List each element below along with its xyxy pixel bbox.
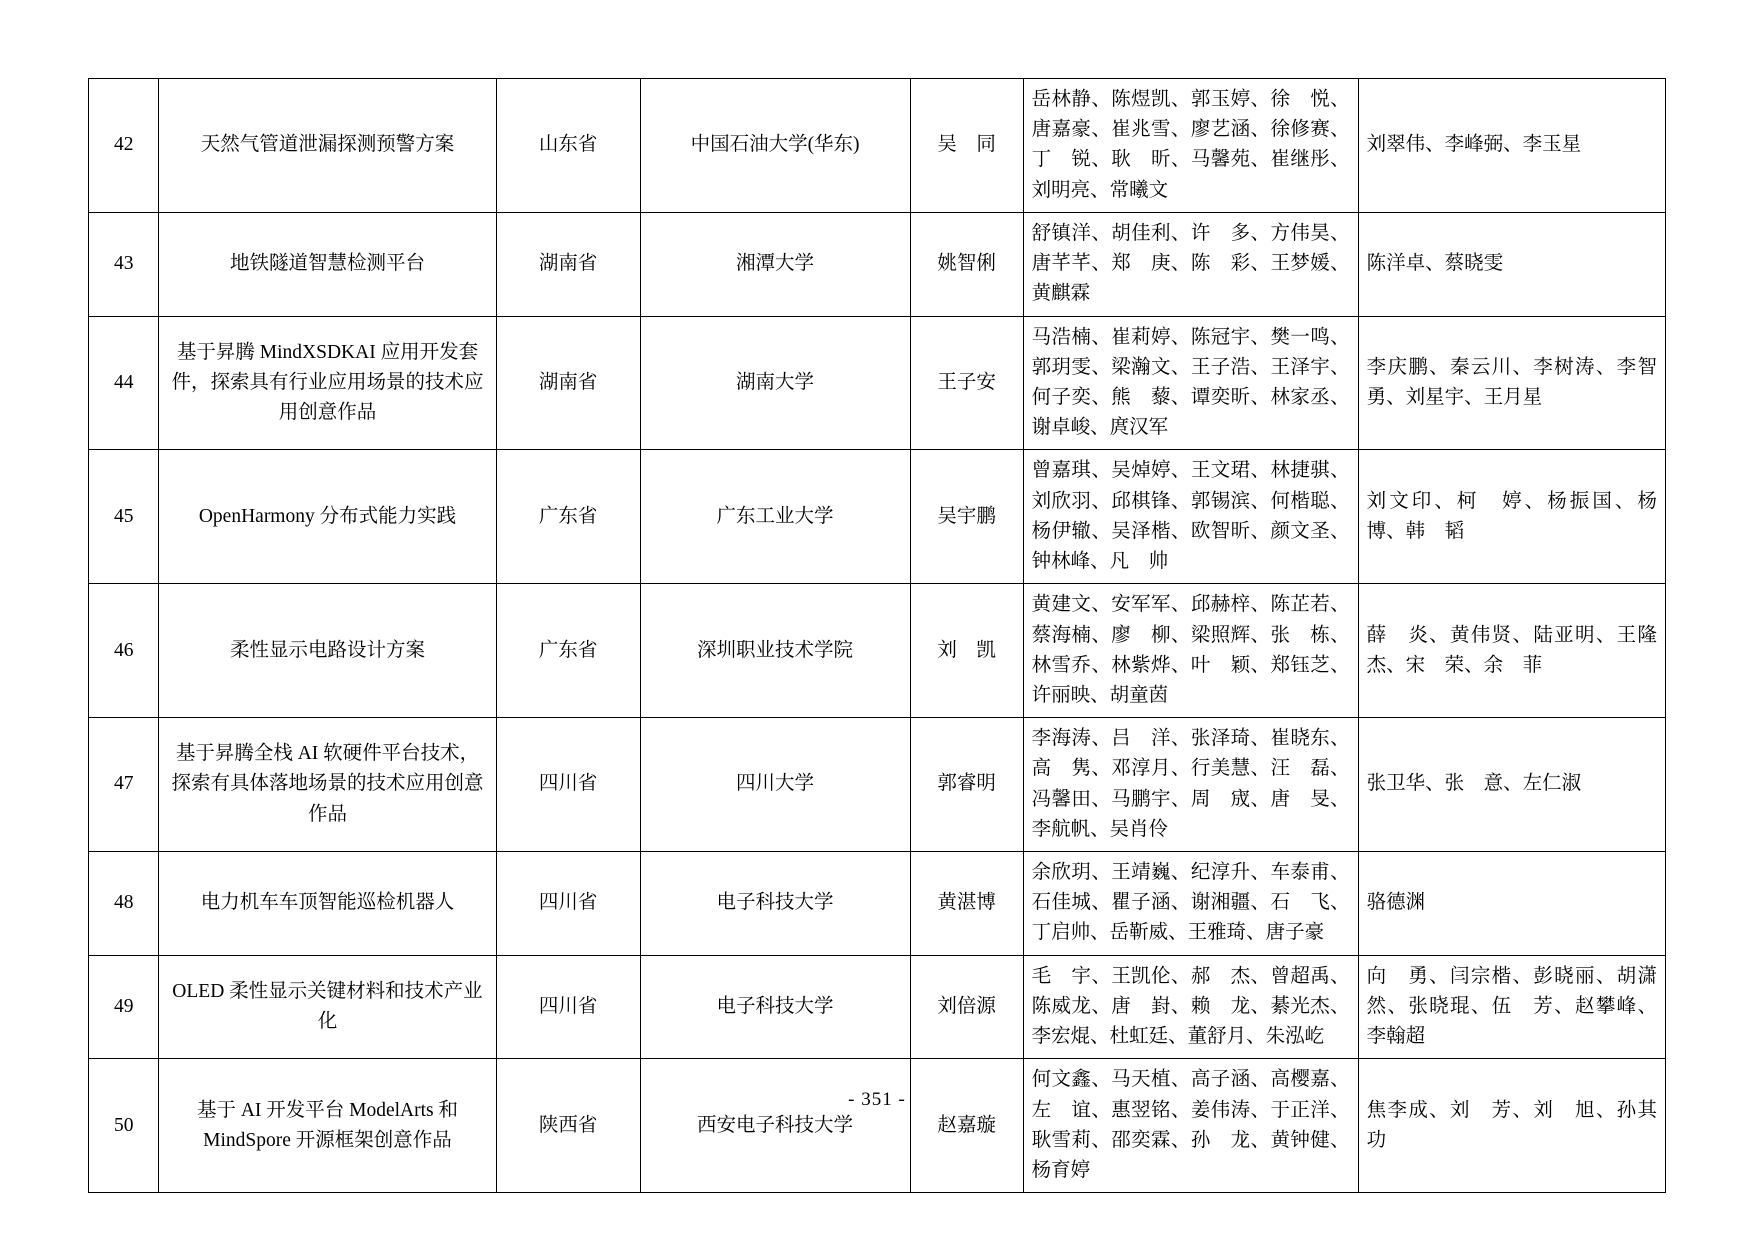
cell-team-leader: 黄湛博	[910, 852, 1023, 956]
table-body	[89, 79, 1677, 1193]
cell-number: 42	[89, 79, 159, 213]
cell-team-members: 岳林静、陈煜凯、郭玉婷、徐 悦、唐嘉豪、崔兆雪、廖艺涵、徐修赛、丁 锐、耿 昕、马馨苑、崔继彤、刘明亮、常曦文	[1023, 79, 1358, 213]
cell-project-title: 天然气管道泄漏探测预警方案	[159, 79, 496, 213]
cell-advisors: 陈洋卓、蔡晓雯	[1358, 212, 1665, 316]
cell-team-leader: 吴宇鹏	[910, 450, 1023, 584]
cell-school: 湘潭大学	[640, 212, 910, 316]
cell-team-leader: 郭睿明	[910, 718, 1023, 852]
table-row	[89, 584, 1666, 718]
cell-project-title: 基于昇腾 MindXSDKAI 应用开发套件，探索具有行业应用场景的技术应用创意作品	[159, 316, 496, 450]
cell-project-title: OLED 柔性显示关键材料和技术产业化	[159, 955, 496, 1059]
table-row	[89, 955, 1666, 1059]
cell-advisors: 焦李成、刘 芳、刘 旭、孙其功	[1358, 1059, 1665, 1193]
table-row	[89, 450, 1666, 584]
cell-team-members: 余欣玥、王靖巍、纪淳升、车泰甫、石佳城、瞿子涵、谢湘疆、石 飞、丁启帅、岳靳威、王雅琦、唐子豪	[1023, 852, 1358, 956]
cell-team-members: 马浩楠、崔莉婷、陈冠宇、樊一鸣、郭玥雯、梁瀚文、王子浩、王泽宇、何子奕、熊 藜、谭奕昕、林家丞、谢卓峻、庹汉军	[1023, 316, 1358, 450]
table-row	[89, 718, 1666, 852]
cell-advisors: 李庆鹏、秦云川、李树涛、李智勇、刘星宇、王月星	[1358, 316, 1665, 450]
table-row	[89, 852, 1666, 956]
cell-team-members: 黄建文、安军军、邱赫梓、陈芷若、蔡海楠、廖 柳、梁照辉、张 栋、林雪乔、林紫烨、叶 颖、郑钰芝、许丽映、胡童茵	[1023, 584, 1358, 718]
table-row	[89, 316, 1666, 450]
cell-team-leader: 姚智俐	[910, 212, 1023, 316]
cell-number: 47	[89, 718, 159, 852]
cell-project-title: 基于 AI 开发平台 ModelArts 和 MindSpore 开源框架创意作品	[159, 1059, 496, 1193]
table-row	[89, 212, 1666, 316]
table-row	[89, 1059, 1666, 1193]
cell-school: 深圳职业技术学院	[640, 584, 910, 718]
table-row	[89, 79, 1666, 213]
cell-province: 四川省	[496, 718, 640, 852]
cell-project-title: 地铁隧道智慧检测平台	[159, 212, 496, 316]
cell-school: 电子科技大学	[640, 852, 910, 956]
cell-province: 四川省	[496, 852, 640, 956]
cell-school: 中国石油大学(华东)	[640, 79, 910, 213]
cell-team-members: 何文鑫、马天植、高子涵、高樱嘉、左 谊、惠翌铭、姜伟涛、于正洋、耿雪莉、邵奕霖、孙 龙、黄钟健、杨育婷	[1023, 1059, 1358, 1193]
cell-advisors: 张卫华、张 意、左仁淑	[1358, 718, 1665, 852]
cell-project-title: 电力机车车顶智能巡检机器人	[159, 852, 496, 956]
cell-team-leader: 王子安	[910, 316, 1023, 450]
cell-number: 45	[89, 450, 159, 584]
cell-team-leader: 刘倍源	[910, 955, 1023, 1059]
cell-province: 广东省	[496, 584, 640, 718]
cell-team-leader: 赵嘉璇	[910, 1059, 1023, 1193]
cell-project-title: OpenHarmony 分布式能力实践	[159, 450, 496, 584]
cell-team-members: 曾嘉琪、吴焯婷、王文珺、林捷骐、刘欣羽、邱棋锋、郭锡滨、何楷聪、杨伊辙、吴泽楷、欧智昕、颜文圣、钟林峰、凡 帅	[1023, 450, 1358, 584]
cell-team-members: 舒镇洋、胡佳利、许 多、方伟昊、唐芊芊、郑 庚、陈 彩、王梦媛、黄麒霖	[1023, 212, 1358, 316]
cell-number: 50	[89, 1059, 159, 1193]
cell-team-members: 李海涛、吕 洋、张泽琦、崔晓东、高 隽、邓淳月、行美慧、汪 磊、冯馨田、马鹏宇、周 宬、唐 旻、李航帆、吴肖伶	[1023, 718, 1358, 852]
cell-number: 48	[89, 852, 159, 956]
cell-province: 湖南省	[496, 212, 640, 316]
cell-province: 山东省	[496, 79, 640, 213]
cell-number: 49	[89, 955, 159, 1059]
cell-school: 西安电子科技大学	[640, 1059, 910, 1193]
cell-advisors: 向 勇、闫宗楷、彭晓丽、胡潇然、张晓琨、伍 芳、赵攀峰、李翰超	[1358, 955, 1665, 1059]
cell-province: 四川省	[496, 955, 640, 1059]
cell-school: 广东工业大学	[640, 450, 910, 584]
cell-advisors: 薛 炎、黄伟贤、陆亚明、王隆杰、宋 荣、余 菲	[1358, 584, 1665, 718]
cell-project-title: 基于昇腾全栈 AI 软硬件平台技术，探索有具体落地场景的技术应用创意作品	[159, 718, 496, 852]
cell-advisors: 刘翠伟、李峰弼、李玉星	[1358, 79, 1665, 213]
cell-advisors: 刘文印、柯 婷、杨振国、杨 博、韩 韬	[1358, 450, 1665, 584]
cell-school: 四川大学	[640, 718, 910, 852]
cell-team-leader: 刘 凯	[910, 584, 1023, 718]
cell-number: 46	[89, 584, 159, 718]
cell-number: 43	[89, 212, 159, 316]
cell-project-title: 柔性显示电路设计方案	[159, 584, 496, 718]
cell-advisors: 骆德渊	[1358, 852, 1665, 956]
cell-school: 电子科技大学	[640, 955, 910, 1059]
cell-province: 陕西省	[496, 1059, 640, 1193]
cell-school: 湖南大学	[640, 316, 910, 450]
award-list-table	[88, 78, 1677, 1193]
cell-team-members: 毛 宇、王凯伦、郝 杰、曾超禹、陈威龙、唐 崶、赖 龙、綦光杰、李宏焜、杜虹廷、董舒月、朱泓屹	[1023, 955, 1358, 1059]
page-number-footer: - 351 -	[848, 1089, 906, 1110]
cell-province: 广东省	[496, 450, 640, 584]
cell-team-leader: 吴 同	[910, 79, 1023, 213]
cell-number: 44	[89, 316, 159, 450]
cell-province: 湖南省	[496, 316, 640, 450]
